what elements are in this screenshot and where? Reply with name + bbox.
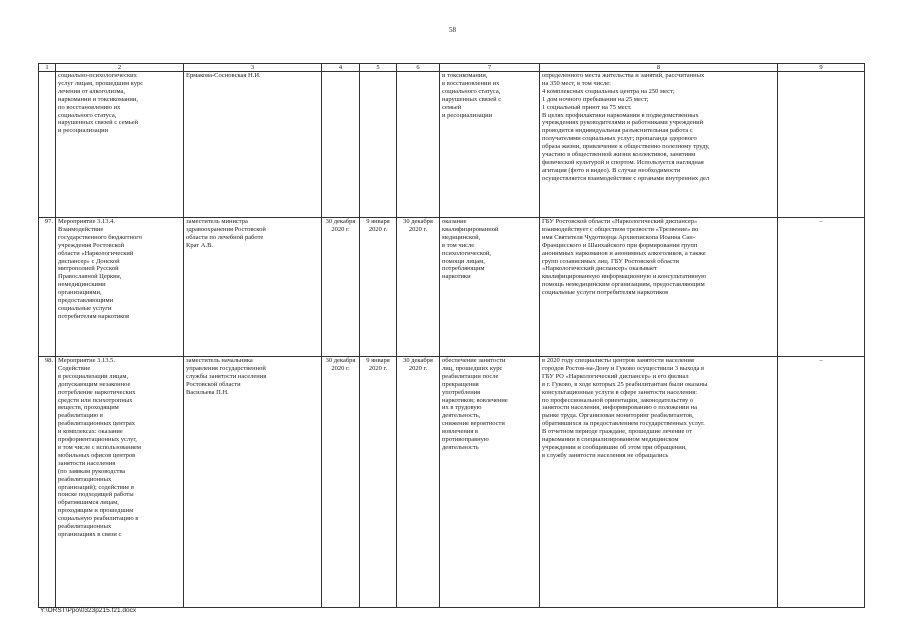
- header-cell: 5: [360, 64, 397, 72]
- responsible-cell: заместитель начальника управления государственной службы занятости населения Ростовской области Васильева П.Н.: [184, 357, 322, 608]
- header-cell: 4: [322, 64, 360, 72]
- date-cell: 9 января 2020 г.: [360, 218, 397, 357]
- header-cell: 3: [184, 64, 322, 72]
- event-cell: Мероприятие 3.13.4. Взаимодействие государственного бюджетного учреждения Ростовской области «Наркологический диспансер» с Донской митрополией Русской Православной Церкви, немедицинскими организациями, предоставляющими социальные услуги потребителям наркотиков: [56, 218, 184, 357]
- responsible-cell: Ермакова-Сосновская Н.И.: [184, 72, 322, 218]
- file-path-footer: Y:\ORST\Ppo\0323p215.f21.docx: [40, 607, 137, 614]
- header-cell: 6: [397, 64, 440, 72]
- info-cell: определенного места жительства и занятий, рассчитанных на 350 мест, в том числе: 4 комплексных социальных центра на 250 мест; 1 дом ночного пребывания на 25 мест; 1 социальный приют на 75 мест. В целях профилактики наркомании в подведомственных учреждениях руководителями и работниками учреждений проводится индивидуальная разъяснительная работа с получателями социальных услуг; пропаганда здорового образа жизни, привлечение к общественно полезному труду, участию в общественной жизни коллективов, занятиям физической культурой и спортом. Используется наглядная агитация (фото и видео). В случае необходимости осуществляется взаимодействие с органами внутренних дел: [540, 72, 778, 218]
- row-number-cell: 97.: [39, 218, 56, 357]
- row-number-cell: 98.: [39, 357, 56, 608]
- info-cell: в 2020 году специалисты центров занятости населения городов Ростов-на-Дону и Гуково осуществили 3 выхода в ГБУ РО «Наркологический диспансер» и его филиал в г. Гуково, в ходе которых 25 реабилитантам были оказаны консультационные услуги в сфере занятости населения: по профессиональной ориентации, законодательству о занятости населения, информированию о положении на рынке труда. Организован мониторинг реабилитантов, обратившихся за предоставлением государственных услуг. В отчетном периоде граждане, прошедшие лечение от наркомании в специализированном медицинском учреждении и сообщившие об этом при обращении, в службу занятости населения не обращались: [540, 357, 778, 608]
- event-cell: социально-психологических услуг лицам, прошедшим курс лечения от алкоголизма, наркомании и токсикомании, по восстановлению их социального статуса, нарушенных связей с семьей и ресоциализации: [56, 72, 184, 218]
- table-row: [39, 218, 865, 357]
- date-cell: [322, 72, 360, 218]
- responsible-cell: заместитель министра здравоохранения Ростовской области по лечебной работе Крат А.В.: [184, 218, 322, 357]
- date-cell: 30 декабря 2020 г.: [322, 357, 360, 608]
- table-header-row: [39, 64, 865, 72]
- note-cell: [778, 72, 865, 218]
- date-cell: 30 декабря 2020 г.: [322, 218, 360, 357]
- header-cell: 2: [56, 64, 184, 72]
- row-number-cell: [39, 72, 56, 218]
- report-table: [38, 63, 865, 608]
- date-cell: 30 декабря 2020 г.: [397, 218, 440, 357]
- date-cell: [397, 72, 440, 218]
- header-cell: 9: [778, 64, 865, 72]
- date-cell: 9 января 2020 г.: [360, 357, 397, 608]
- header-cell: 8: [540, 64, 778, 72]
- header-cell: 1: [39, 64, 56, 72]
- result-cell: и токсикомании, в восстановлении их социального статуса, нарушенных связей с семьей и ресоциализации: [440, 72, 540, 218]
- page-number: 58: [449, 26, 456, 34]
- date-cell: 30 декабря 2020 г.: [397, 357, 440, 608]
- table-row: [39, 72, 865, 218]
- header-cell: 7: [440, 64, 540, 72]
- table-row: [39, 357, 865, 608]
- result-cell: обеспечение занятости лиц, прошедших курс реабилитации после прекращения употребления наркотиков; вовлечение их в трудовую деятельность, снижение вероятности вовлечения в противоправную деятельность: [440, 357, 540, 608]
- result-cell: оказание квалифицированной медицинской, в том числе психологической, помощи лицам, потребляющим наркотики: [440, 218, 540, 357]
- note-cell: –: [778, 357, 865, 608]
- info-cell: ГБУ Ростовской области «Наркологический диспансер» взаимодействует с обществом трезвости «Трезвение» во имя Святителя Чудотворца Архиепископа Иоанна Сан- Францисского и Шанхайского при формировании групп анонимных наркоманов и анонимных алкоголиков, а также групп созависимых лиц. ГБУ Ростовской области «Наркологический диспансер» оказывает квалифицированную информационную и консультативную помощь немедицинским организациям, предоставляющим социальные услуги потребителям наркотиков: [540, 218, 778, 357]
- note-cell: –: [778, 218, 865, 357]
- date-cell: [360, 72, 397, 218]
- event-cell: Мероприятие 3.13.5. Содействие в ресоциализации лицам, допускающим незаконное потребление наркотических средств или психотропных веществ, проходящим реабилитацию в реабилитационных центрах и комплексах: оказание профориентационных услуг, в том числе с использованием мобильных офисов центров занятости населения (по заявкам руководства реабилитационных организаций); содействие в поиске подходящей работы обратившимся лицам, проходящим и прошедшим социальную реабилитацию в реабилитационных организациях в связи с: [56, 357, 184, 608]
